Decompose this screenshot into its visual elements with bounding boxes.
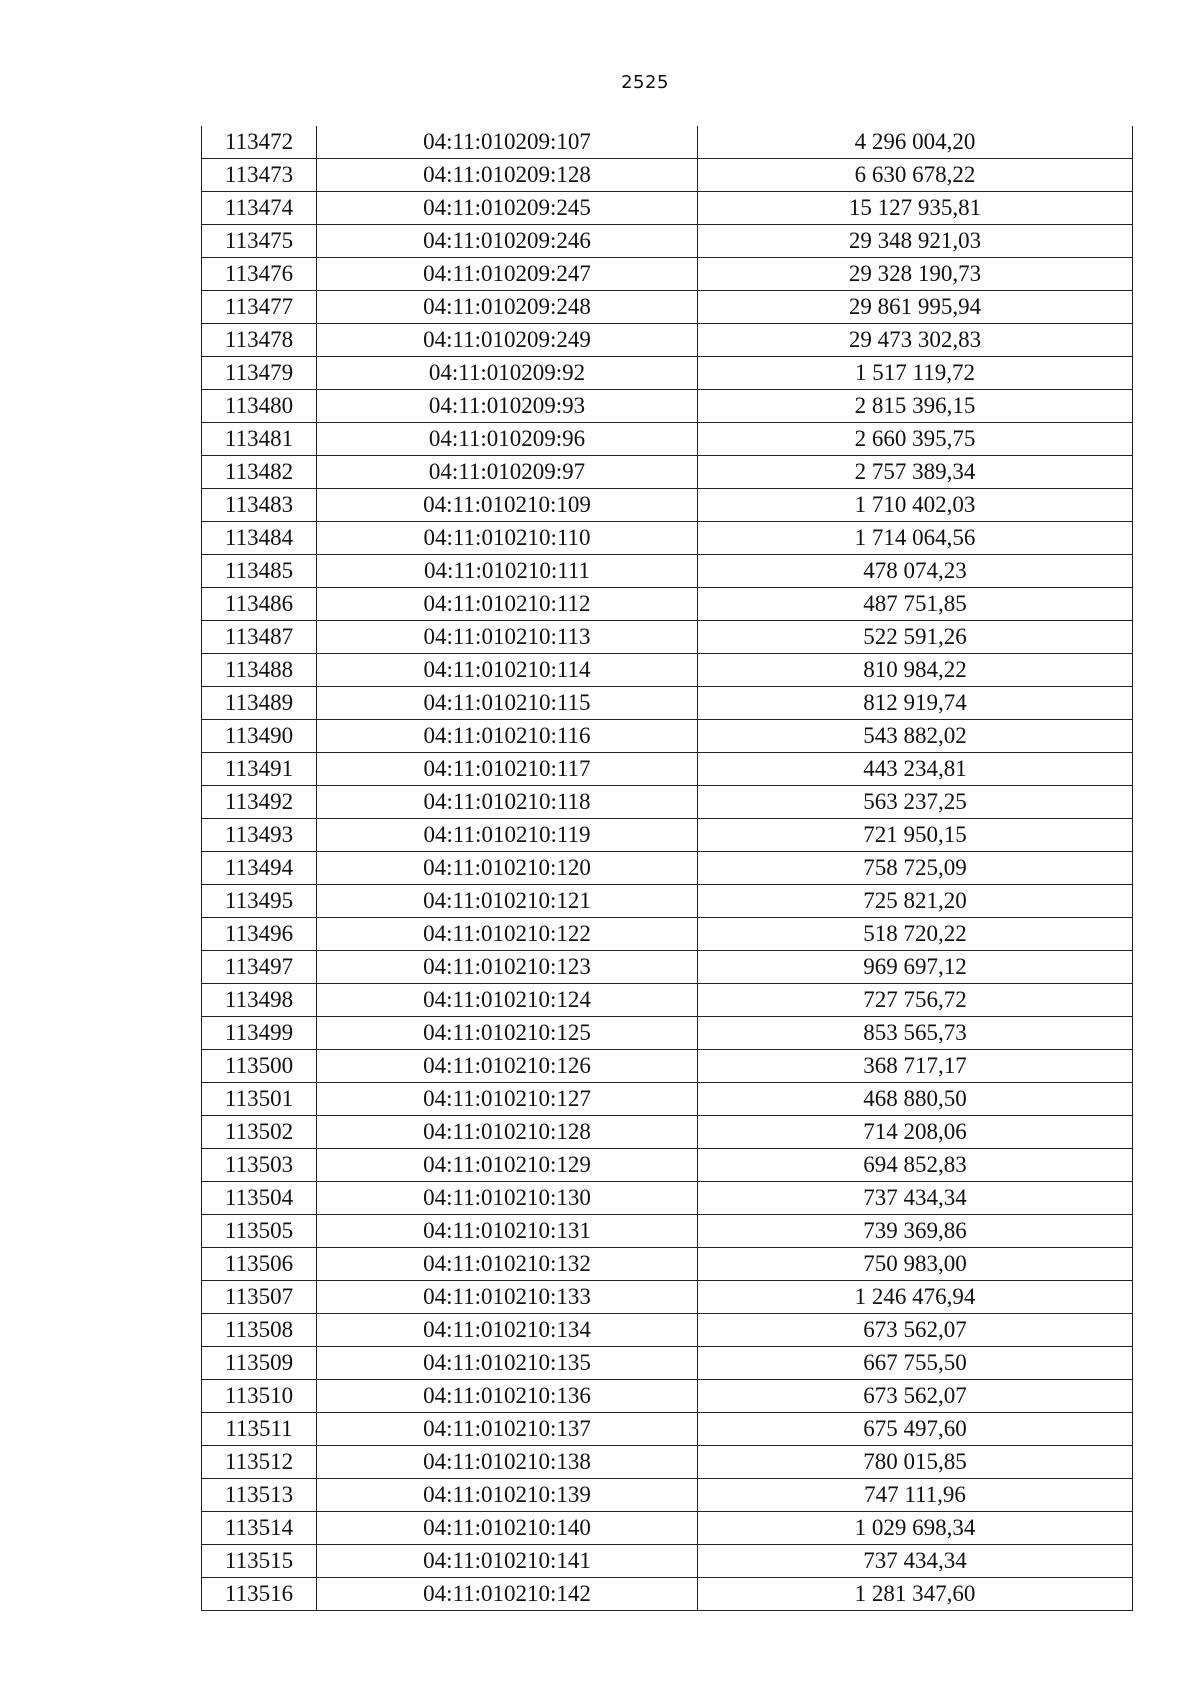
cadastral-value-cell: 487 751,85 <box>698 588 1133 621</box>
table-row <box>202 588 1133 621</box>
cadastral-number-cell: 04:11:010210:110 <box>317 522 698 555</box>
row-number-cell: 113484 <box>202 522 317 555</box>
cadastral-value-cell: 747 111,96 <box>698 1479 1133 1512</box>
row-number-cell: 113488 <box>202 654 317 687</box>
cadastral-value-cell: 15 127 935,81 <box>698 192 1133 225</box>
row-number-cell: 113474 <box>202 192 317 225</box>
row-number-cell: 113491 <box>202 753 317 786</box>
row-number-cell: 113503 <box>202 1149 317 1182</box>
table-row <box>202 1281 1133 1314</box>
cadastral-value-cell: 2 815 396,15 <box>698 390 1133 423</box>
row-number-cell: 113499 <box>202 1017 317 1050</box>
cadastral-number-cell: 04:11:010210:118 <box>317 786 698 819</box>
cadastral-value-cell: 694 852,83 <box>698 1149 1133 1182</box>
row-number-cell: 113502 <box>202 1116 317 1149</box>
row-number-cell: 113509 <box>202 1347 317 1380</box>
row-number-cell: 113483 <box>202 489 317 522</box>
table-row <box>202 885 1133 918</box>
table-row <box>202 984 1133 1017</box>
row-number-cell: 113505 <box>202 1215 317 1248</box>
table-row <box>202 1182 1133 1215</box>
row-number-cell: 113492 <box>202 786 317 819</box>
row-number-cell: 113501 <box>202 1083 317 1116</box>
cadastral-number-cell: 04:11:010210:134 <box>317 1314 698 1347</box>
cadastral-number-cell: 04:11:010209:249 <box>317 324 698 357</box>
cadastral-number-cell: 04:11:010210:132 <box>317 1248 698 1281</box>
row-number-cell: 113496 <box>202 918 317 951</box>
cadastral-number-cell: 04:11:010209:247 <box>317 258 698 291</box>
cadastral-number-cell: 04:11:010210:113 <box>317 621 698 654</box>
row-number-cell: 113476 <box>202 258 317 291</box>
table-row <box>202 291 1133 324</box>
cadastral-value-cell: 563 237,25 <box>698 786 1133 819</box>
cadastral-number-cell: 04:11:010210:120 <box>317 852 698 885</box>
page-number: 2525 <box>621 72 669 93</box>
cadastral-number-cell: 04:11:010209:96 <box>317 423 698 456</box>
cadastral-value-cell: 6 630 678,22 <box>698 159 1133 192</box>
row-number-cell: 113487 <box>202 621 317 654</box>
row-number-cell: 113473 <box>202 159 317 192</box>
cadastral-value-cell: 1 517 119,72 <box>698 357 1133 390</box>
cadastral-number-cell: 04:11:010209:97 <box>317 456 698 489</box>
row-number-cell: 113500 <box>202 1050 317 1083</box>
cadastral-number-cell: 04:11:010210:109 <box>317 489 698 522</box>
cadastral-value-cell: 758 725,09 <box>698 852 1133 885</box>
cadastral-number-cell: 04:11:010210:121 <box>317 885 698 918</box>
table-row <box>202 753 1133 786</box>
row-number-cell: 113479 <box>202 357 317 390</box>
cadastral-value-cell: 1 246 476,94 <box>698 1281 1133 1314</box>
cadastral-value-cell: 673 562,07 <box>698 1380 1133 1413</box>
row-number-cell: 113494 <box>202 852 317 885</box>
cadastral-value-cell: 812 919,74 <box>698 687 1133 720</box>
table-body <box>202 126 1133 1611</box>
cadastral-number-cell: 04:11:010210:137 <box>317 1413 698 1446</box>
cadastral-number-cell: 04:11:010209:245 <box>317 192 698 225</box>
cadastral-value-cell: 2 660 395,75 <box>698 423 1133 456</box>
row-number-cell: 113472 <box>202 126 317 159</box>
table-row <box>202 1215 1133 1248</box>
table-row <box>202 1050 1133 1083</box>
table-row <box>202 324 1133 357</box>
cadastral-number-cell: 04:11:010210:140 <box>317 1512 698 1545</box>
row-number-cell: 113516 <box>202 1578 317 1611</box>
cadastral-value-cell: 727 756,72 <box>698 984 1133 1017</box>
cadastral-number-cell: 04:11:010209:246 <box>317 225 698 258</box>
table-row <box>202 654 1133 687</box>
table-row <box>202 1479 1133 1512</box>
table-row <box>202 1578 1133 1611</box>
cadastral-value-cell: 750 983,00 <box>698 1248 1133 1281</box>
table-row <box>202 126 1133 159</box>
cadastral-number-cell: 04:11:010209:128 <box>317 159 698 192</box>
table-row <box>202 489 1133 522</box>
cadastral-number-cell: 04:11:010210:135 <box>317 1347 698 1380</box>
table-row <box>202 852 1133 885</box>
cadastral-value-cell: 737 434,34 <box>698 1545 1133 1578</box>
row-number-cell: 113515 <box>202 1545 317 1578</box>
cadastral-number-cell: 04:11:010210:126 <box>317 1050 698 1083</box>
cadastral-value-cell: 675 497,60 <box>698 1413 1133 1446</box>
table-row <box>202 357 1133 390</box>
table-row <box>202 1545 1133 1578</box>
table-row <box>202 1149 1133 1182</box>
row-number-cell: 113489 <box>202 687 317 720</box>
cadastral-number-cell: 04:11:010210:133 <box>317 1281 698 1314</box>
row-number-cell: 113495 <box>202 885 317 918</box>
table-row <box>202 951 1133 984</box>
cadastral-value-cell: 714 208,06 <box>698 1116 1133 1149</box>
table-row <box>202 1083 1133 1116</box>
cadastral-value-cell: 4 296 004,20 <box>698 126 1133 159</box>
cadastral-value-cell: 667 755,50 <box>698 1347 1133 1380</box>
cadastral-value-cell: 2 757 389,34 <box>698 456 1133 489</box>
cadastral-number-cell: 04:11:010210:111 <box>317 555 698 588</box>
cadastral-value-cell: 1 710 402,03 <box>698 489 1133 522</box>
cadastral-number-cell: 04:11:010210:115 <box>317 687 698 720</box>
cadastral-value-cell: 522 591,26 <box>698 621 1133 654</box>
cadastral-number-cell: 04:11:010210:142 <box>317 1578 698 1611</box>
row-number-cell: 113504 <box>202 1182 317 1215</box>
cadastral-number-cell: 04:11:010210:122 <box>317 918 698 951</box>
cadastral-number-cell: 04:11:010210:124 <box>317 984 698 1017</box>
table-row <box>202 1380 1133 1413</box>
row-number-cell: 113485 <box>202 555 317 588</box>
cadastral-value-cell: 478 074,23 <box>698 555 1133 588</box>
row-number-cell: 113506 <box>202 1248 317 1281</box>
table-row <box>202 621 1133 654</box>
cadastral-number-cell: 04:11:010210:117 <box>317 753 698 786</box>
table-row <box>202 1512 1133 1545</box>
table-row <box>202 456 1133 489</box>
row-number-cell: 113480 <box>202 390 317 423</box>
cadastral-number-cell: 04:11:010210:129 <box>317 1149 698 1182</box>
table-row <box>202 258 1133 291</box>
row-number-cell: 113481 <box>202 423 317 456</box>
table-row <box>202 1248 1133 1281</box>
cadastral-value-cell: 673 562,07 <box>698 1314 1133 1347</box>
cadastral-number-cell: 04:11:010209:93 <box>317 390 698 423</box>
row-number-cell: 113512 <box>202 1446 317 1479</box>
cadastral-value-cell: 443 234,81 <box>698 753 1133 786</box>
row-number-cell: 113508 <box>202 1314 317 1347</box>
row-number-cell: 113482 <box>202 456 317 489</box>
cadastral-value-cell: 853 565,73 <box>698 1017 1133 1050</box>
cadastral-value-cell: 1 281 347,60 <box>698 1578 1133 1611</box>
cadastral-value-cell: 739 369,86 <box>698 1215 1133 1248</box>
cadastral-number-cell: 04:11:010210:128 <box>317 1116 698 1149</box>
table-row <box>202 720 1133 753</box>
cadastral-number-cell: 04:11:010210:112 <box>317 588 698 621</box>
cadastral-value-cell: 810 984,22 <box>698 654 1133 687</box>
table-row <box>202 1347 1133 1380</box>
cadastral-value-cell: 518 720,22 <box>698 918 1133 951</box>
cadastral-value-cell: 737 434,34 <box>698 1182 1133 1215</box>
cadastral-value-cell: 721 950,15 <box>698 819 1133 852</box>
row-number-cell: 113497 <box>202 951 317 984</box>
cadastral-number-cell: 04:11:010210:130 <box>317 1182 698 1215</box>
table-row <box>202 192 1133 225</box>
cadastral-value-cell: 780 015,85 <box>698 1446 1133 1479</box>
cadastral-value-cell: 1 029 698,34 <box>698 1512 1133 1545</box>
cadastral-number-cell: 04:11:010210:136 <box>317 1380 698 1413</box>
table-row <box>202 918 1133 951</box>
row-number-cell: 113493 <box>202 819 317 852</box>
cadastral-number-cell: 04:11:010210:125 <box>317 1017 698 1050</box>
table-row <box>202 423 1133 456</box>
cadastral-value-cell: 29 348 921,03 <box>698 225 1133 258</box>
table-row <box>202 1017 1133 1050</box>
table-row <box>202 1116 1133 1149</box>
table-row <box>202 555 1133 588</box>
cadastral-number-cell: 04:11:010210:116 <box>317 720 698 753</box>
table-row <box>202 687 1133 720</box>
cadastral-number-cell: 04:11:010209:248 <box>317 291 698 324</box>
row-number-cell: 113513 <box>202 1479 317 1512</box>
cadastral-number-cell: 04:11:010210:127 <box>317 1083 698 1116</box>
table-row <box>202 1314 1133 1347</box>
table-row <box>202 819 1133 852</box>
cadastral-number-cell: 04:11:010209:107 <box>317 126 698 159</box>
table-row <box>202 522 1133 555</box>
cadastral-number-cell: 04:11:010210:139 <box>317 1479 698 1512</box>
cadastral-value-cell: 29 861 995,94 <box>698 291 1133 324</box>
row-number-cell: 113498 <box>202 984 317 1017</box>
cadastral-value-cell: 29 328 190,73 <box>698 258 1133 291</box>
cadastral-value-cell: 725 821,20 <box>698 885 1133 918</box>
table-row <box>202 390 1133 423</box>
table-row <box>202 225 1133 258</box>
row-number-cell: 113477 <box>202 291 317 324</box>
table-row <box>202 1446 1133 1479</box>
cadastral-value-cell: 969 697,12 <box>698 951 1133 984</box>
row-number-cell: 113478 <box>202 324 317 357</box>
row-number-cell: 113475 <box>202 225 317 258</box>
row-number-cell: 113490 <box>202 720 317 753</box>
cadastral-value-cell: 468 880,50 <box>698 1083 1133 1116</box>
row-number-cell: 113514 <box>202 1512 317 1545</box>
cadastral-number-cell: 04:11:010210:141 <box>317 1545 698 1578</box>
cadastral-number-cell: 04:11:010210:131 <box>317 1215 698 1248</box>
row-number-cell: 113486 <box>202 588 317 621</box>
cadastral-value-table <box>201 126 1133 1611</box>
cadastral-value-cell: 543 882,02 <box>698 720 1133 753</box>
table-row <box>202 159 1133 192</box>
cadastral-number-cell: 04:11:010209:92 <box>317 357 698 390</box>
table-row <box>202 786 1133 819</box>
cadastral-number-cell: 04:11:010210:138 <box>317 1446 698 1479</box>
cadastral-value-cell: 1 714 064,56 <box>698 522 1133 555</box>
cadastral-value-cell: 368 717,17 <box>698 1050 1133 1083</box>
cadastral-number-cell: 04:11:010210:119 <box>317 819 698 852</box>
table-row <box>202 1413 1133 1446</box>
cadastral-value-cell: 29 473 302,83 <box>698 324 1133 357</box>
cadastral-number-cell: 04:11:010210:123 <box>317 951 698 984</box>
cadastral-number-cell: 04:11:010210:114 <box>317 654 698 687</box>
row-number-cell: 113507 <box>202 1281 317 1314</box>
row-number-cell: 113510 <box>202 1380 317 1413</box>
row-number-cell: 113511 <box>202 1413 317 1446</box>
